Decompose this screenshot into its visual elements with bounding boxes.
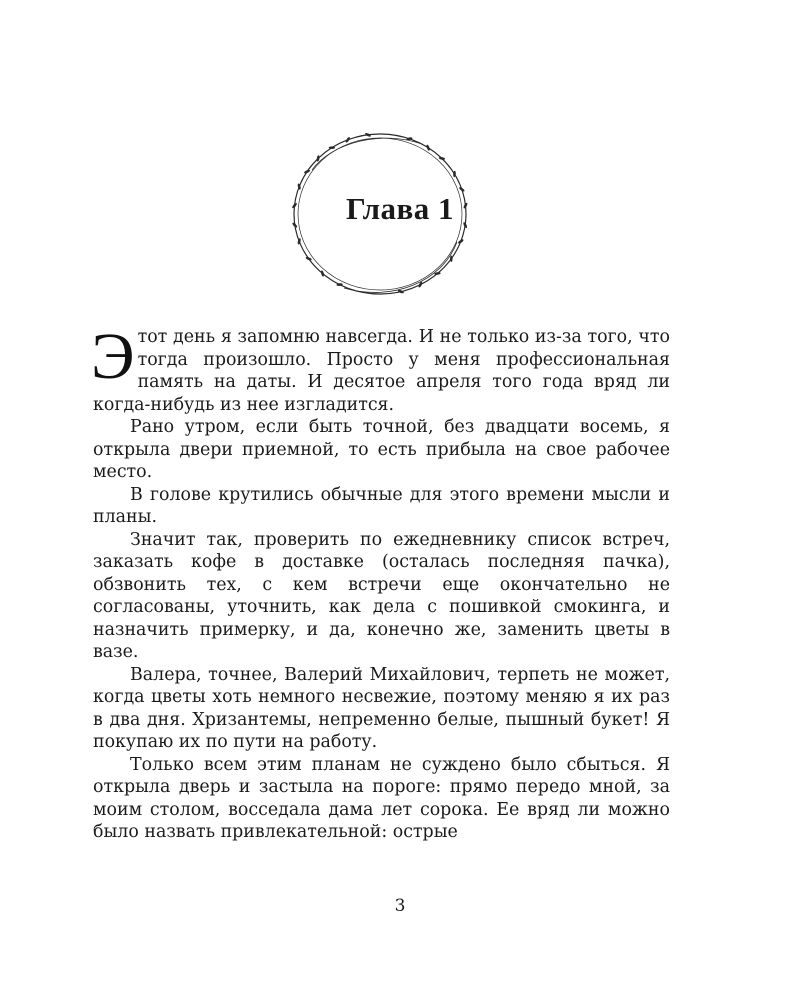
page-number: 3 [394,896,406,916]
paragraph: Значит так, проверить по ежедневнику список встреч, заказать кофе в доставке (осталась последняя пачка), обзвонить тех, с кем встречи еще окончательно не согласованы, уточнить, как дела с пошивкой смокинга, и назначить примерку, и да, конечно же, заменить цветы в вазе. [93,529,670,662]
paragraph: Только всем этим планам не суждено было сбыться. Я открыла дверь и застыла на пороге: прямо передо мной, за моим столом, восседала дама лет сорока. Ее вряд ли можно было назвать привлекательной: острые [93,754,670,842]
paragraph [91,320,670,416]
wreath-leaf [457,238,464,244]
wreath-leaf [345,136,351,143]
chapter-body [91,320,670,844]
wreath-leaf [304,169,311,174]
wreath-leaf [439,157,446,161]
wreath-leaf [305,256,312,261]
wreath-leaf [426,144,431,151]
paragraph: В голове крутились обычные для этого времени мысли и планы. [93,484,670,527]
wreath-leaf [316,155,320,162]
paragraph: Валера, точнее, Валерий Михайлович, терпеть не может, когда цветы хоть немного несвежие, поэтому меняю я их раз в два дня. Хризантемы, непременно белые, пышный букет! Я покупаю их по пути на работу. [93,664,670,752]
paragraph: Рано утром, если быть точной, без двадцати восемь, я открыла двери приемной, то есть прибыла на свое рабочее место. [93,417,670,482]
wreath-leaf [321,270,325,277]
paragraph-text: тот день я запомню навсегда. И не только из-за того, что тогда произошло. Просто у меня профессиональная память на даты. И десятое апреля того года вряд ли когда-нибудь из нее изгладится. [93,327,670,415]
drop-cap-letter: Э [91,320,135,393]
chapter-title: Глава 1 [345,191,455,226]
